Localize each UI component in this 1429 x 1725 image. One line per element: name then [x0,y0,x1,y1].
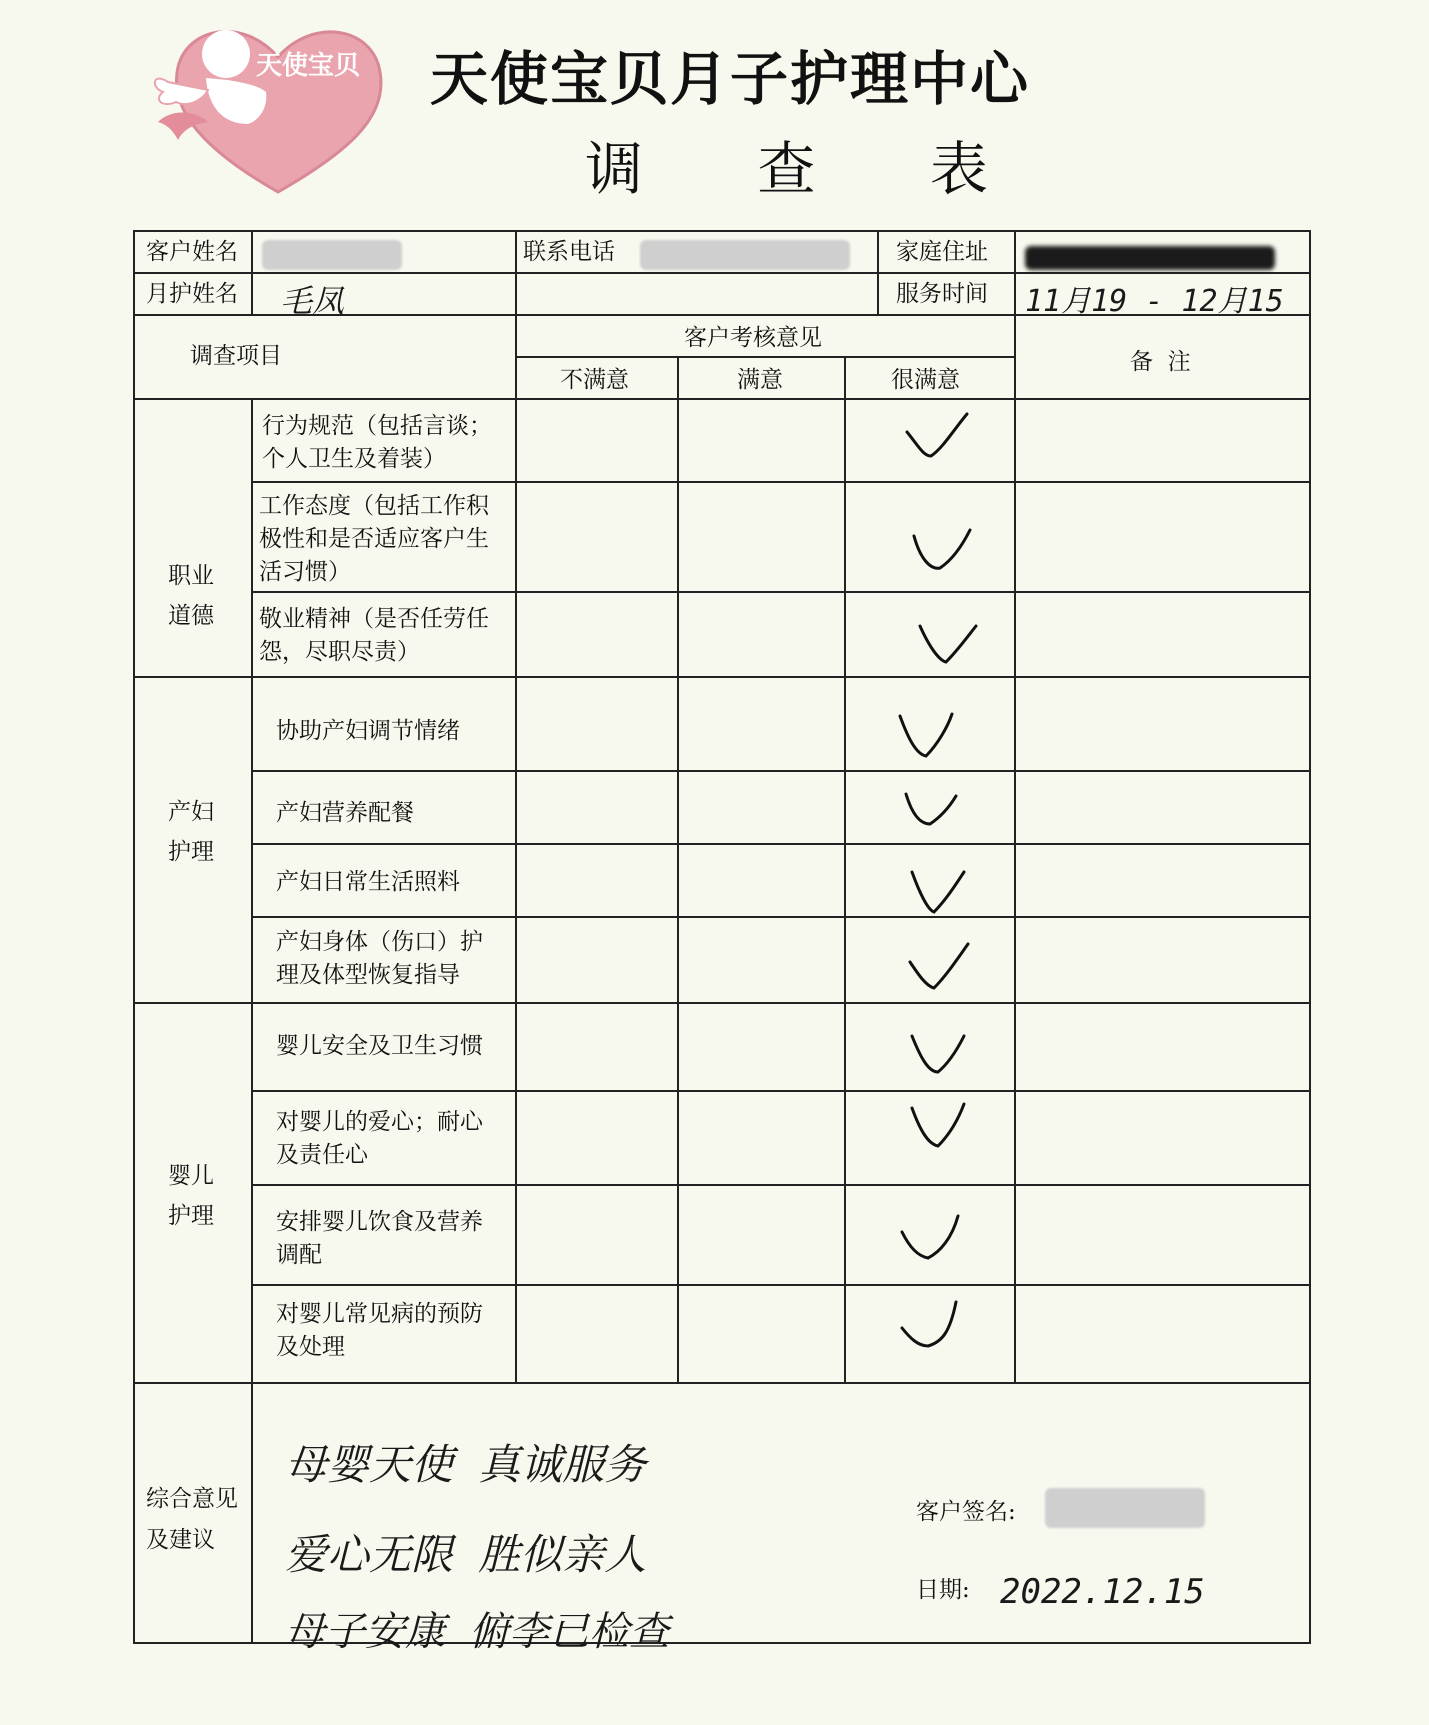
section-name: 婴儿 [168,1163,214,1189]
section-name: 护理 [168,839,214,865]
survey-item-text: 及处理 [276,1334,345,1360]
survey-item-text: 对婴儿的爱心；耐心 [276,1109,483,1135]
very-satisfied-check-icon [906,1098,976,1158]
col-unsatisfied: 不满意 [560,367,629,393]
date-label: 日期: [916,1577,970,1603]
logo-text: 天使宝贝 [255,51,361,81]
section-name: 道德 [168,603,214,629]
very-satisfied-check-icon [908,522,978,582]
opinion-header: 客户考核意见 [684,325,822,351]
very-satisfied-check-icon [914,614,984,674]
very-satisfied-check-icon [906,1026,976,1086]
very-satisfied-check-icon [903,408,973,468]
signature-label: 客户签名: [916,1499,1016,1525]
survey-item-text: 产妇营养配餐 [276,800,414,826]
survey-item-text: 协助产妇调节情绪 [276,718,460,744]
summary-label: 综合意见 [146,1486,238,1512]
phone-redacted [640,240,850,270]
address-label: 家庭住址 [896,239,988,265]
page-subtitle: 调 查 表 [585,135,1036,203]
survey-item-text: 调配 [276,1242,322,1268]
survey-item-text: 个人卫生及着装） [262,446,446,472]
phone-label: 联系电话 [523,239,615,265]
col-satisfied: 满意 [737,367,783,393]
very-satisfied-check-icon [898,1296,968,1356]
survey-item-text: 婴儿安全及卫生习惯 [276,1033,483,1059]
signature-redacted [1045,1488,1205,1528]
nurse-name-label: 月护姓名 [146,281,238,307]
survey-item-header: 调查项目 [190,343,282,369]
section-name: 产妇 [168,799,214,825]
notes-header: 备 注 [1130,349,1191,375]
survey-item-text: 行为规范（包括言谈； [262,413,492,439]
date-value: 2022.12.15 [1000,1572,1205,1612]
col-very-satisfied: 很满意 [891,367,960,393]
survey-item-text: 怨，尽职尽责） [259,639,420,665]
customer-name-redacted [262,240,402,270]
survey-item-text: 工作态度（包括工作积 [259,493,489,519]
survey-item-text: 产妇日常生活照料 [276,869,460,895]
section-name: 职业 [168,563,214,589]
survey-item-text: 安排婴儿饮食及营养 [276,1209,483,1235]
address-redacted [1025,246,1275,270]
summary-label: 及建议 [146,1527,215,1553]
very-satisfied-check-icon [900,786,970,846]
customer-name-label: 客户姓名 [146,239,238,265]
summary-comment: 母婴天使 真诚服务 [285,1440,647,1489]
very-satisfied-check-icon [894,706,964,766]
survey-item-text: 产妇身体（伤口）护 [276,929,483,955]
summary-comment: 母子安康 俯李已检查 [285,1609,670,1655]
survey-item-text: 极性和是否适应客户生 [259,526,489,552]
survey-item-text: 活习惯） [259,559,351,585]
nurse-name-value: 毛凤 [280,282,345,320]
survey-item-text: 对婴儿常见病的预防 [276,1301,483,1327]
section-name: 护理 [168,1203,214,1229]
service-time-label: 服务时间 [896,281,988,307]
very-satisfied-check-icon [906,864,976,924]
service-time-value: 11月19 - 12月15 [1025,284,1284,319]
survey-item-text: 及责任心 [276,1142,368,1168]
summary-comment: 爱心无限 胜似亲人 [285,1530,647,1579]
page-title: 天使宝贝月子护理中心 [430,45,1031,113]
very-satisfied-check-icon [906,940,976,1000]
survey-item-text: 理及体型恢复指导 [276,962,460,988]
very-satisfied-check-icon [896,1208,966,1268]
survey-item-text: 敬业精神（是否任劳任 [259,606,489,632]
